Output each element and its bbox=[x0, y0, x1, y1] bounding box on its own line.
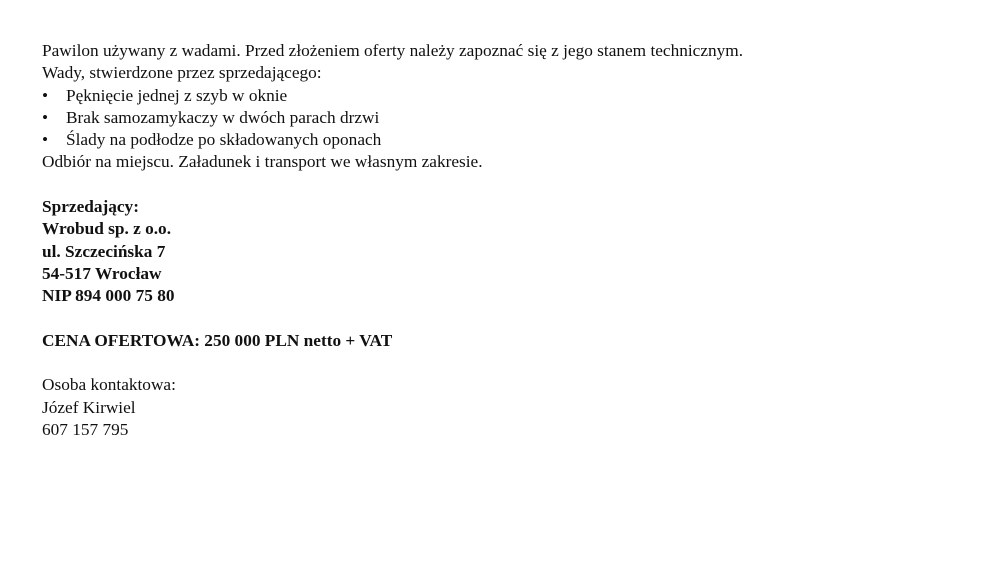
bullet-icon: • bbox=[42, 85, 49, 105]
spacer bbox=[42, 352, 743, 374]
seller-nip: NIP 894 000 75 80 bbox=[42, 286, 175, 306]
list-item bbox=[42, 85, 743, 107]
defects-heading: Wady, stwierdzone przez sprzedającego: bbox=[42, 63, 322, 83]
list-item bbox=[42, 107, 743, 129]
defect-text: Pęknięcie jednej z szyb w oknie bbox=[66, 85, 288, 105]
offer-price: CENA OFERTOWA: 250 000 PLN netto + VAT bbox=[42, 330, 393, 350]
seller-street: ul. Szczecińska 7 bbox=[42, 241, 166, 261]
document-body bbox=[42, 40, 743, 441]
bullet-icon: • bbox=[42, 130, 49, 150]
seller-name: Wrobud sp. z o.o. bbox=[42, 219, 172, 239]
contact-heading: Osoba kontaktowa: bbox=[42, 375, 176, 395]
intro-text: Pawilon używany z wadami. Przed złożeniem oferty należy zapoznać się z jego stanem technicznym. bbox=[42, 41, 744, 60]
seller-city: 54-517 Wrocław bbox=[42, 263, 162, 283]
contact-phone: 607 157 795 bbox=[42, 420, 129, 440]
seller-heading: Sprzedający: bbox=[42, 197, 139, 217]
contact-name: Józef Kirwiel bbox=[42, 397, 136, 417]
spacer bbox=[42, 308, 743, 330]
pickup-text: Odbiór na miejscu. Załadunek i transport we własnym zakresie. bbox=[42, 152, 483, 172]
defect-text: Brak samozamykaczy w dwóch parach drzwi bbox=[66, 107, 380, 127]
spacer bbox=[42, 174, 743, 196]
list-item bbox=[42, 129, 743, 151]
bullet-icon: • bbox=[42, 107, 49, 127]
defect-text: Ślady na podłodze po składowanych oponach bbox=[66, 130, 382, 150]
